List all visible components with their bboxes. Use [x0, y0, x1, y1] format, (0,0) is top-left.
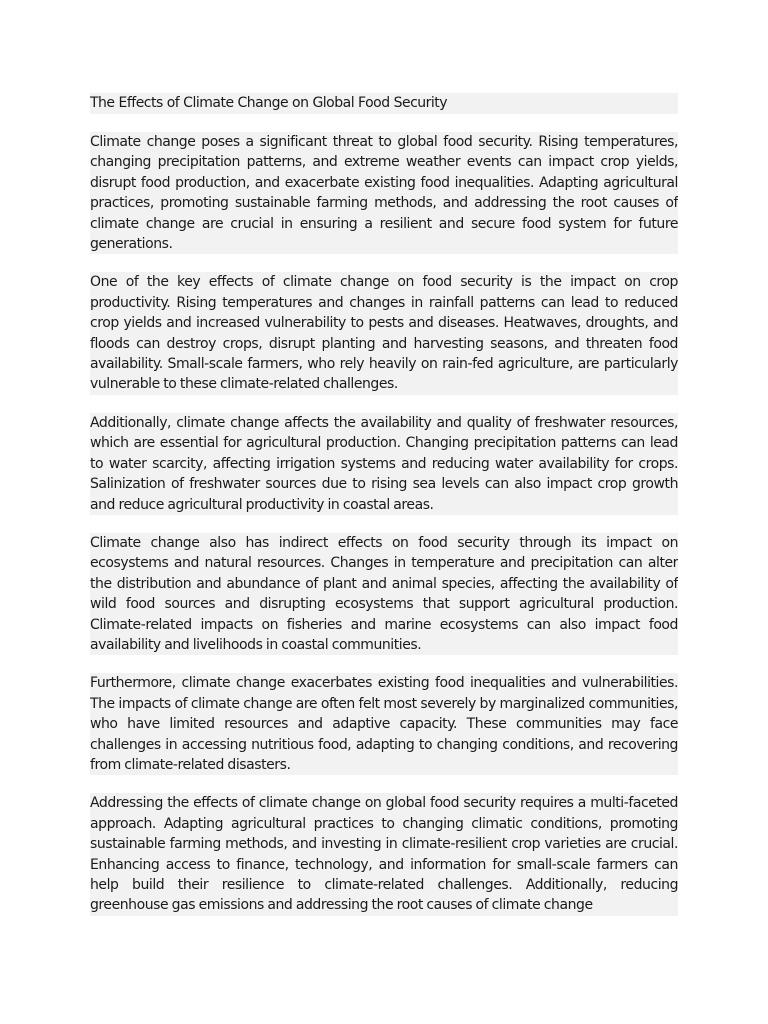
paragraph-3: Additionally, climate change affects the availability and quality of freshwater resources, which are essential for agricultural production. Changing precipitation patterns can lead to water scarcity, affecting irrigation systems and reducing water availability for crops. Salinization of freshwater sources due to rising sea levels can also impact crop growth and reduce agricultural productivity in coastal areas.	[90, 413, 678, 515]
paragraph-2: One of the key effects of climate change on food security is the impact on crop productivity. Rising temperatures and changes in rainfall patterns can lead to reduced crop yields and increased vulnerability to pests and diseases. Heatwaves, droughts, and floods can destroy crops, disrupt planting and harvesting seasons, and threaten food availability. Small-scale farmers, who rely heavily on rain-fed agriculture, are particularly vulnerable to these climate-related challenges.	[90, 272, 678, 394]
paragraph-4: Climate change also has indirect effects on food security through its impact on ecosystems and natural resources. Changes in temperature and precipitation can alter the distribution and abundance of plant and animal species, affecting the availability of wild food sources and disrupting ecosystems that support agricultural production. Climate-related impacts on fisheries and marine ecosystems can also impact food availability and livelihoods in coastal communities.	[90, 533, 678, 655]
paragraph-6: Addressing the effects of climate change on global food security requires a multi-faceted approach. Adapting agricultural practices to changing climatic conditions, promoting sustainable farming methods, and investing in climate-resilient crop varieties are crucial. Enhancing access to finance, technology, and information for small-scale farmers can help build their resilience to climate-related challenges. Additionally, reducing greenhouse gas emissions and addressing the root causes of climate change	[90, 793, 678, 915]
paragraph-1: Climate change poses a significant threat to global food security. Rising temperatures, changing precipitation patterns, and extreme weather events can impact crop yields, disrupt food production, and exacerbate existing food inequalities. Adapting agricultural practices, promoting sustainable farming methods, and addressing the root causes of climate change are crucial in ensuring a resilient and secure food system for future generations.	[90, 132, 678, 254]
document-body	[90, 93, 678, 916]
paragraph-5: Furthermore, climate change exacerbates existing food inequalities and vulnerabilities. The impacts of climate change are often felt most severely by marginalized communities, who have limited resources and adaptive capacity. These communities may face challenges in accessing nutritious food, adapting to changing conditions, and recovering from climate-related disasters.	[90, 673, 678, 775]
document-title: The Effects of Climate Change on Global Food Security	[90, 93, 678, 114]
